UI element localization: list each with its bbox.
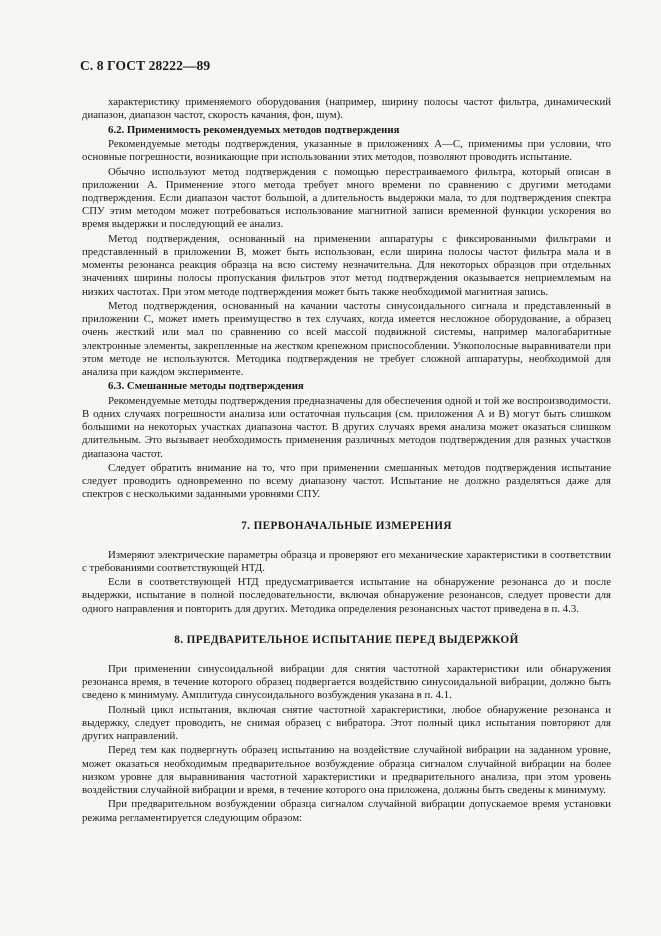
section-6-3-paragraph-1: Рекомендуемые методы подтверждения предназначены для обеспечения одной и той же воспроизводимости. В одних случаях погрешности анализа или остаточная пульсация (см. приложения А и В) могут быть слишком большими на некоторых участках диапазона частот. В других случаях время анализа может оказаться слишком длительным. Это вызывает необходимость применения различных методов подтверждения для разных участков диапазона частот. [82,394,611,460]
section-8-paragraph-1: При применении синусоидальной вибрации для снятия частотной характеристики или обнаружения резонанса время, в течение которого образец подвергается воздействию синусоидальной вибрации, должно быть сведено к минимуму. Амплитуда синусоидального возбуждения указана в п. 4.1. [82,662,611,702]
section-8-paragraph-3: Перед тем как подвергнуть образец испытанию на воздействие случайной вибрации на заданном уровне, может оказаться необходимым предварительное возбуждение образца сигналом случайной вибрации на более низком уровне для выравнивания частотной характеристики и предварительного анализа, при этом уровень воздействия случайной вибрации и время, в течение которого она приложена, должны быть сведены к минимуму. [82,744,611,796]
section-8-paragraph-4: При предварительном возбуждении образца сигналом случайной вибрации допускаемое время установки режима регламентируется следующим образом: [82,798,611,824]
section-6-2-paragraph-3: Метод подтверждения, основанный на применении аппаратуры с фиксированными фильтрами и представленный в приложении В, может быть использован, если ширина полосы частот фильтра мала и в моменты резонанса реакция образца на всю систему незначительна. Для некоторых образцов при отдельных значениях ширины полосы пропускания фильтров этот метод подтверждения оказывается неприемлемым на низких частотах. При этом методе подтверждения может быть также необходимой магнитная запись. [82,232,611,298]
section-6-2-paragraph-1: Рекомендуемые методы подтверждения, указанные в приложениях А—С, применимы при условии, что основные погрешности, возникающие при использовании этих методов, позволяют проводить испытание. [82,137,611,164]
section-6-2-paragraph-4: Метод подтверждения, основанный на качании частоты синусоидального сигнала и представленный в приложении С, может иметь преимущество в тех случаях, когда имеется несложное оборудование, а образец очень жесткий или мал по сравнению со всей массой подвижной системы, например малогабаритные электронные элементы, закрепленные на жестком крепежном приспособлении. Узкополосные выравниватели при этом методе не используются. Методика подтверждения не требует сложной аппаратуры, необходимой для анализа при каждом эксперименте. [82,299,611,378]
section-8-paragraph-2: Полный цикл испытания, включая снятие частотной характеристики, любое обнаружение резонанса и выдержку, следует проводить, не снимая образец с вибратора. Этот полный цикл испытания повторяют для других направлений. [82,703,611,742]
page-header: С. 8 ГОСТ 28222—89 [80,58,211,73]
section-7-paragraph-2: Если в соответствующей НТД предусматривается испытание на обнаружение резонанса до и после выдержки, испытание в полной последовательности, включая обнаружение резонансов, следует провести для одного направления и повторить для других. Методика определения резонансных частот приведена в п. 4.3. [82,576,611,615]
section-7-heading: 7. ПЕРВОНАЧАЛЬНЫЕ ИЗМЕРЕНИЯ [241,519,452,532]
section-6-3-paragraph-2: Следует обратить внимание на то, что при применении смешанных методов подтверждения испытание следует проводить одновременно по всему диапазону частот. Испытание не должно разделяться даже для спектров с несколькими заданными уровнями СПУ. [82,461,611,501]
section-6-2-paragraph-2: Обычно используют метод подтверждения с помощью перестраиваемого фильтра, который описан в приложении А. Применение этого метода требует много времени по сравнению с другими методами подтверждения. Если диапазон частот большой, а длительность выдержки мала, то для подтверждения спектра СПУ этим методом может потребоваться использование магнитной записи временной функции ускорения во время выдержки и последующий ее анализ. [82,165,611,231]
paragraph-continuation: характеристику применяемого оборудования (например, ширину полосы частот фильтра, динамический диапазон, диапазон частот, скорость качания, фон, шум). [82,96,611,122]
section-8-heading: 8. ПРЕДВАРИТЕЛЬНОЕ ИСПЫТАНИЕ ПЕРЕД ВЫДЕРЖКОЙ [174,633,519,646]
section-6-3-title: 6.3. Смешанные методы подтверждения [108,380,304,393]
section-6-2-title: 6.2. Применимость рекомендуемых методов подтверждения [108,123,400,136]
section-7-paragraph-1: Измеряют электрические параметры образца и проверяют его механические характеристики в соответствии с требованиями соответствующей НТД. [82,548,611,574]
